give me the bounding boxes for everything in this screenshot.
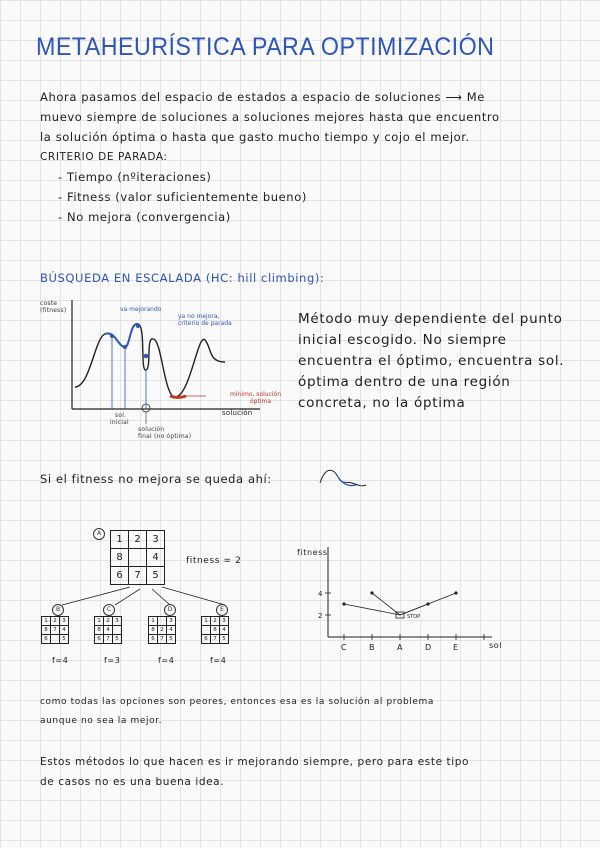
cell: 1 <box>111 531 129 549</box>
cell: 2 <box>211 617 220 626</box>
x-tick-label: C <box>341 643 347 652</box>
hill-label-sol-final-1: solución <box>138 426 165 433</box>
cell: 6 <box>111 567 129 585</box>
criteria-item-3: - No mejora (convergencia) <box>58 210 231 224</box>
cell: 8 <box>211 626 220 635</box>
cell: 5 <box>113 635 122 644</box>
cell: 7 <box>51 626 60 635</box>
cell: 6 <box>202 635 211 644</box>
intro-line-1: Ahora pasamos del espacio de estados a espacio de soluciones ⟶ Me <box>40 90 485 104</box>
cell: 8 <box>111 549 129 567</box>
final-line-2: de casos no es una buena idea. <box>40 776 225 788</box>
cell: 6 <box>42 635 51 644</box>
child-d-fitness: f=4 <box>158 656 175 665</box>
conclusion-line-2: aunque no sea la mejor. <box>40 716 163 726</box>
cell <box>129 549 147 567</box>
cell: 7 <box>104 635 113 644</box>
hill-label-no-mejora-1: ya no mejora, <box>178 313 220 320</box>
child-grid-d <box>148 616 176 644</box>
node-label-c: C <box>103 604 115 616</box>
cell: 4 <box>167 626 176 635</box>
child-e-fitness: f=4 <box>210 656 227 665</box>
cell: 2 <box>129 531 147 549</box>
cell: 5 <box>60 635 69 644</box>
cell <box>202 626 211 635</box>
x-tick-label: E <box>453 643 459 652</box>
hill-label-sol-final-2: final (no óptima) <box>138 433 192 440</box>
series-line <box>400 593 456 615</box>
cell: 8 <box>42 626 51 635</box>
cell: 6 <box>95 635 104 644</box>
intro-line-3: la solución óptima o hasta que gasto mucho tiempo y cojo el mejor. <box>40 130 470 144</box>
child-c-fitness: f=3 <box>104 656 121 665</box>
cell: 5 <box>147 567 165 585</box>
chart-ylabel: fitness <box>297 548 328 557</box>
hill-ylabel-1: coste <box>40 300 58 307</box>
cell: 1 <box>42 617 51 626</box>
x-tick-label: A <box>397 643 403 652</box>
cell: 8 <box>149 626 158 635</box>
hill-climbing-diagram <box>30 292 300 442</box>
page-title: METAHEURÍSTICA PARA OPTIMIZACIÓN <box>36 33 495 61</box>
cost-curve <box>75 324 225 397</box>
hill-xlabel: solución <box>222 409 253 417</box>
data-point-b <box>370 591 373 594</box>
climb-path <box>105 324 138 347</box>
cell <box>158 617 167 626</box>
cell: 7 <box>211 635 220 644</box>
criteria-item-2: - Fitness (valor suficientemente bueno) <box>58 190 307 204</box>
chart-xlabel: sol <box>489 641 503 650</box>
conclusion-line-1: como todas las opciones son peores, entonces esa es la solución al problema <box>40 697 435 707</box>
hill-label-sol-inicial-1: sol. <box>115 412 127 419</box>
fitness-chart <box>300 545 503 655</box>
node-label-b: B <box>52 604 64 616</box>
cell: 4 <box>220 626 229 635</box>
hill-label-minimo-1: mínimo, solución <box>230 391 282 398</box>
hill-label-mejora: va mejorando <box>120 306 162 313</box>
point-marker <box>136 324 140 328</box>
method-description: Método muy dependiente del punto inicial escogido. No siempre encuentra el óptimo, encuentra sol. óptima dentro de una región concreta, no la óptima <box>298 311 565 411</box>
cell: 2 <box>104 617 113 626</box>
cell: 6 <box>149 635 158 644</box>
point-marker <box>110 334 114 338</box>
node-label-d: D <box>164 604 176 616</box>
cell: 3 <box>147 531 165 549</box>
data-point-c <box>342 602 345 605</box>
child-grid-c <box>94 616 122 644</box>
criteria-heading: CRITERIO DE PARADA: <box>40 151 168 163</box>
cell: 1 <box>149 617 158 626</box>
plateau-sketch-icon <box>316 463 370 493</box>
cell: 1 <box>95 617 104 626</box>
point-marker <box>123 345 127 349</box>
cell: 5 <box>167 635 176 644</box>
cell: 4 <box>60 626 69 635</box>
fitness-sentence: Si el fitness no mejora se queda ahí: <box>40 472 272 486</box>
hill-label-minimo-2: óptima <box>250 398 272 405</box>
x-tick-label: D <box>425 643 432 652</box>
cell: 4 <box>147 549 165 567</box>
hill-ylabel-2: (fitness) <box>40 307 67 314</box>
child-b-fitness: f=4 <box>52 656 69 665</box>
cell: 1 <box>202 617 211 626</box>
cell: 3 <box>167 617 176 626</box>
cell: 7 <box>129 567 147 585</box>
data-point-e <box>454 591 457 594</box>
final-line-1: Estos métodos lo que hacen es ir mejorando siempre, pero para este tipo <box>40 756 470 768</box>
cell: 3 <box>220 617 229 626</box>
minimum-marker <box>170 396 186 398</box>
cell <box>113 626 122 635</box>
node-label-a: A <box>93 528 105 540</box>
x-tick-label: B <box>369 643 375 652</box>
point-marker <box>144 354 149 359</box>
y-tick-label: 4 <box>318 590 323 598</box>
y-tick-label: 2 <box>318 612 323 620</box>
intro-line-2: muevo siempre de soluciones a soluciones mejores hasta que encuentro <box>40 110 500 124</box>
cell: 8 <box>95 626 104 635</box>
main-fitness-label: fitness = 2 <box>186 556 242 566</box>
child-grid-b <box>41 616 69 644</box>
cell: 3 <box>113 617 122 626</box>
cell: 2 <box>51 617 60 626</box>
main-puzzle-grid <box>110 530 165 585</box>
cell: 3 <box>60 617 69 626</box>
cell: 4 <box>104 626 113 635</box>
node-label-e: E <box>216 604 228 616</box>
child-grid-e <box>201 616 229 644</box>
section-heading: BÚSQUEDA EN ESCALADA (HC: hill climbing): <box>40 271 325 285</box>
cell: 7 <box>158 635 167 644</box>
cell: 2 <box>158 626 167 635</box>
hill-label-sol-inicial-2: inicial <box>110 419 129 426</box>
series-line <box>344 604 400 615</box>
stop-label: STOP <box>407 614 421 620</box>
cell <box>51 635 60 644</box>
cell: 5 <box>220 635 229 644</box>
hill-label-no-mejora-2: criterio de parada <box>178 320 232 327</box>
criteria-item-1: - Tiempo (nºiteraciones) <box>58 170 212 184</box>
